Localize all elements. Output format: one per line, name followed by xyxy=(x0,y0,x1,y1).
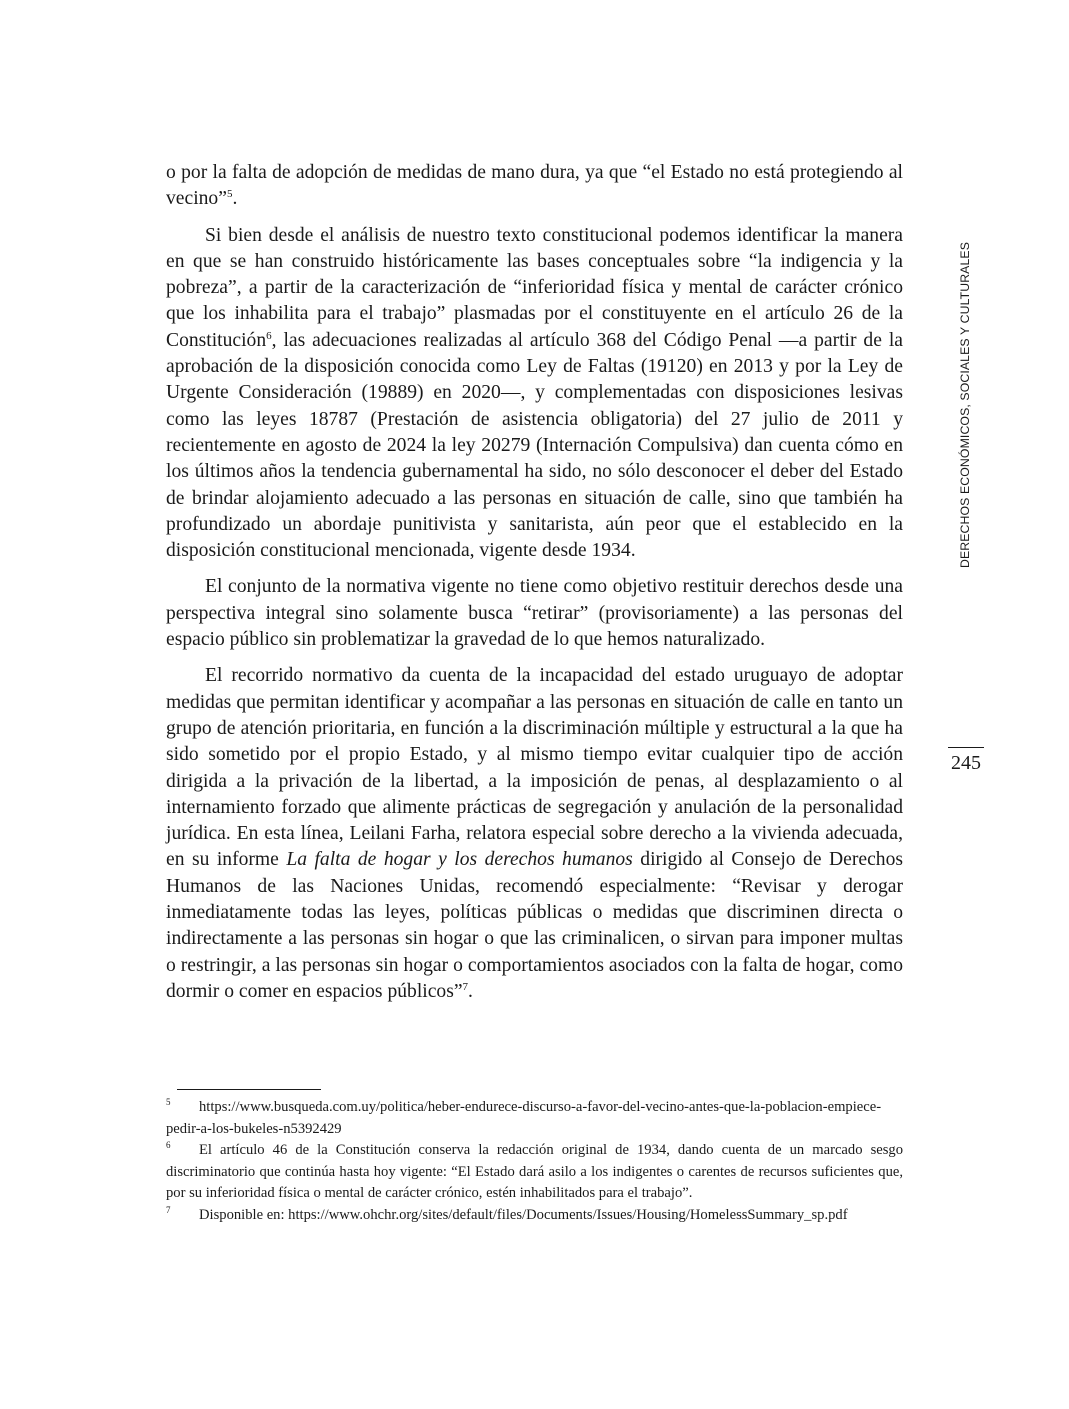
footnote-ref-5[interactable]: 5 xyxy=(226,188,233,201)
paragraph-3-text: El conjunto de la normativa vigente no tiene como objetivo restituir derechos desde una perspectiva integral sino solamente busca “retirar” (provisoriamente) a las personas del espacio público sin problematizar la gravedad de lo que hemos naturalizado. xyxy=(166,576,903,651)
footnote-5: $^5$ https://www.busqueda.com.uy/politica/heber-endurece-discurso-a-favor-del-vecino-antes-que-la-poblacion-empiece-pedir-a-los-bukeles-n5392429 xyxy=(166,1097,882,1137)
footnote-6: $^6$ El artículo 46 de la Constitución conserva la redacción original de 1934, dando cuenta de un marcado sesgo discriminatorio que continúa hasta hoy vigente: “El Estado dará asilo a los indigentes o carentes de recursos suficientes que, por su inferioridad física o mental de carácter crónico, estén inhabilitados para el trabajo”. xyxy=(166,1140,903,1201)
paragraph-4: El recorrido normativo da cuenta de la incapacidad del estado uruguayo de adoptar medidas que permitan identificar y acompañar a las personas en situación de calle en tanto un grupo de atención prioritaria, en función a la discriminación múltiple y estructural a la que ha sido sometido por el propio Estado, y al mismo tiempo evitar cualquier tipo de acción dirigida a la privación de la libertad, a la imposición de penas, al desplazamiento o al internamiento forzado que alimente prácticas de segregación y anulación de la personalidad jurídica. En esta línea, Leilani Farha, relatora especial sobre derecho a la vivienda adecuada, en su informe La falta de hogar y los derechos humanos dirigido al Consejo de Derechos Humanos de las Naciones Unidas, recomendó especialmente: “Revisar y derogar inmediatamente todas las leyes, políticas públicas o medidas que discriminen directa o indirectamente a las personas sin hogar o que las criminalicen, o sirvan para imponer multas o restringir, a las personas sin hogar o comportamientos asociados con la falta de hogar, como dormir o comer en espacios públicos”$^7$. xyxy=(166,665,903,1002)
running-head xyxy=(953,241,977,569)
footnote-7-text[interactable]: Disponible en: https://www.ohchr.org/sites/default/files/Documents/Issues/Housing/HomelessSummary_sp.pdf xyxy=(199,1206,848,1223)
paragraph-1-text: o por la falta de adopción de medidas de mano dura, ya que “el Estado no está protegiendo al vecino” xyxy=(166,162,903,210)
paragraph-2 xyxy=(166,223,903,565)
paragraph-4-text-b: dirigido al Consejo de Derechos Humanos de las Naciones Unidas, recomendó especialmente: “Revisar y derogar inmediatamente todas las leyes, políticas públicas o medidas que discriminen directa o indirectamente a las personas sin hogar o que las criminalicen, o sirvan para imponer multas o restringir, a las personas sin hogar o comportamientos asociados con la falta de hogar, como dormir o comer en espacios públicos” xyxy=(166,849,903,1002)
page-number: 245 xyxy=(948,747,984,774)
paragraph-3 xyxy=(166,574,903,653)
paragraph-1: o por la falta de adopción de medidas de mano dura, ya que “el Estado no está protegiendo al vecino”$^5$. xyxy=(166,162,903,210)
running-head-text: DERECHOS ECONÓMICOS, SOCIALES Y CULTURALES xyxy=(958,241,972,569)
footnote-divider xyxy=(177,1089,321,1090)
footnote-ref-6[interactable]: 6 xyxy=(266,329,272,342)
main-text xyxy=(166,160,903,1015)
footnote-7: $^7$ Disponible en: https://www.ohchr.org/sites/default/files/Documents/Issues/Housing/HomelessSummary_sp.pdf xyxy=(166,1204,848,1223)
report-title: La falta de hogar y los derechos humanos xyxy=(286,849,633,871)
paragraph-2-text-b: , las adecuaciones realizadas al artículo 368 del Código Penal —a partir de la aprobación de la disposición conocida como Ley de Faltas (19120) en 2013 y por la Ley de Urgente Consideración (19889) en 2020—, y complementadas con disposiciones lesivas como las leyes 18787 (Prestación de asistencia obligatoria) del 27 julio de 2011 y recientemente en agosto de 2024 la ley 20279 (Internación Compulsiva) dan cuenta cómo en los últimos años la tendencia gubernamental ha sido, no sólo desconocer el deber del Estado de brindar alojamiento adecuado a las personas en situación de calle, sino que también ha profundizado un abordaje punitivista y sanitarista, aún peor que el establecido en la disposición constitucional mencionada, vigente desde 1934. xyxy=(166,329,903,562)
footnotes xyxy=(166,1097,903,1226)
footnote-5-link[interactable]: https://www.busqueda.com.uy/politica/heber-endurece-discurso-a-favor-del-vecino-antes-que-la-poblacion-empiece-pedir-a-los-bukeles-n5392429 xyxy=(166,1099,882,1137)
paragraph-2-text-a: Si bien desde el análisis de nuestro texto constitucional podemos identificar la manera en que se han construido históricamente las bases conceptuales sobre “la indigencia y la pobreza”, a partir de la caracterización de “inferioridad física y mental de carácter crónico que los inhabilita para el trabajo” plasmadas por el constituyente en el artículo 26 de la Constitución xyxy=(166,224,903,351)
paragraph-4-text-a: El recorrido normativo da cuenta de la incapacidad del estado uruguayo de adoptar medidas que permitan identificar y acompañar a las personas en situación de calle en tanto un grupo de atención prioritaria, en función a la discriminación múltiple y estructural a la que ha sido sometido por el propio Estado, y al mismo tiempo evitar cualquier tipo de acción dirigida a la privación de la libertad, a la imposición de penas, al desplazamiento o al internamiento forzado que alimente prácticas de segregación y anulación de la personalidad jurídica. En esta línea, Leilani Farha, relatora especial sobre derecho a la vivienda adecuada, en su informe xyxy=(166,665,903,871)
footnote-6-text: El artículo 46 de la Constitución conserva la redacción original de 1934, dando cuenta de un marcado sesgo discriminatorio que continúa hasta hoy vigente: “El Estado dará asilo a los indigentes o carentes de recursos suficientes que, por su inferioridad física o mental de carácter crónico, estén inhabilitados para el trabajo”. xyxy=(166,1142,903,1201)
footnote-ref-7[interactable]: 7 xyxy=(462,980,469,993)
